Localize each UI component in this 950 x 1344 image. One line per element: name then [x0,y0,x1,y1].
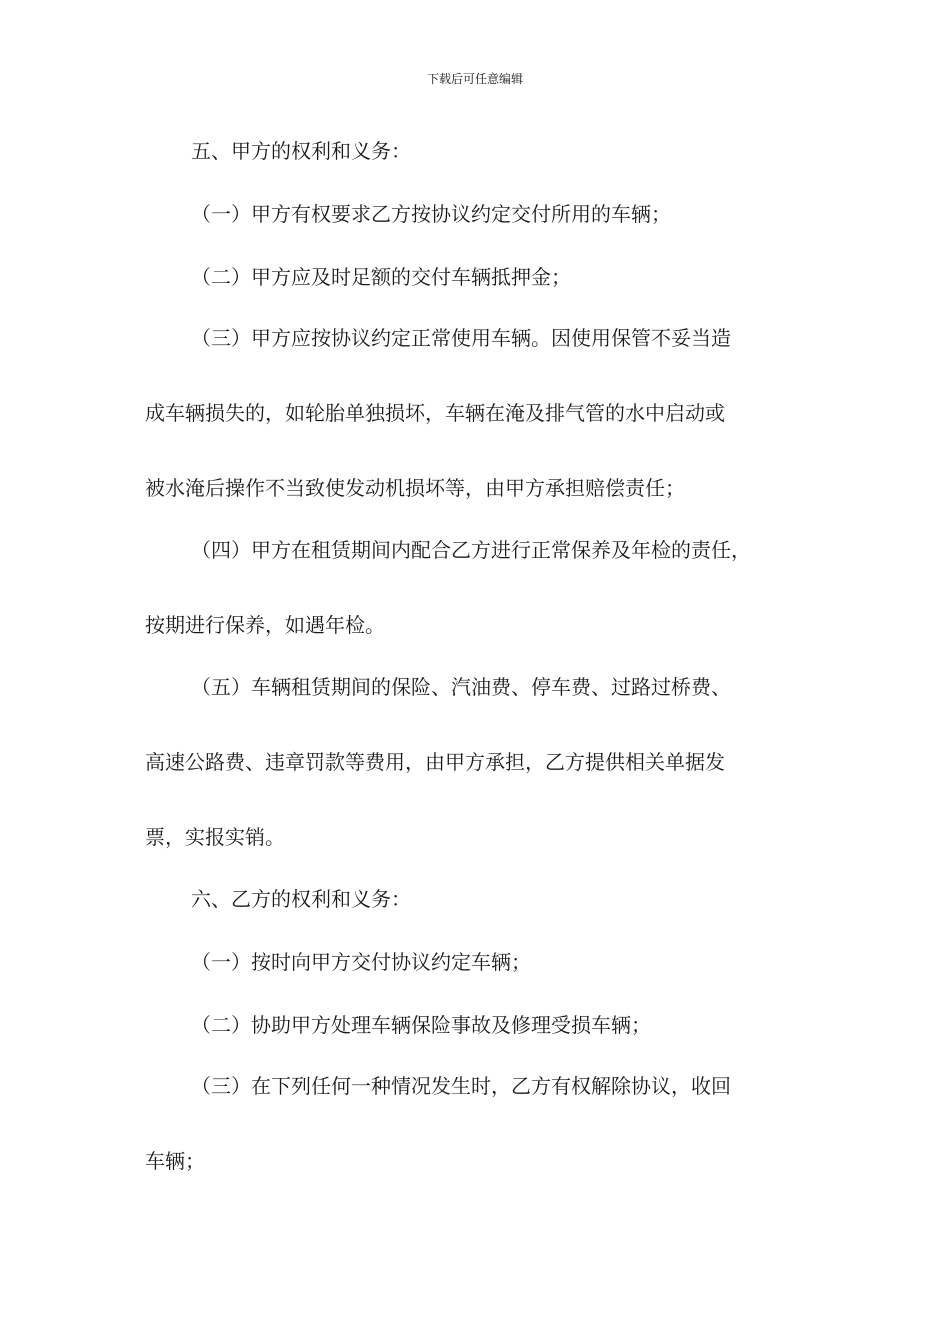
clause-5-4-cont: 按期进行保养，如遇年检。 [145,613,385,637]
clause-6-3-cont: 车辆； [145,1149,205,1173]
clause-5-5-cont-1: 高速公路费、违章罚款等费用，由甲方承担，乙方提供相关单据发 [145,750,725,774]
clause-5-1: （一）甲方有权要求乙方按协议约定交付所用的车辆； [191,202,671,226]
clause-5-4: （四）甲方在租赁期间内配合乙方进行正常保养及年检的责任， [191,538,751,562]
clause-6-1: （一）按时向甲方交付协议约定车辆； [191,950,531,974]
clause-5-5-cont-2: 票，实报实销。 [145,825,285,849]
clause-6-3: （三）在下列任何一种情况发生时，乙方有权解除协议，收回 [191,1074,731,1098]
section-six-heading: 六、乙方的权利和义务： [191,887,411,911]
clause-5-3-cont-1: 成车辆损失的，如轮胎单独损坏，车辆在淹及排气管的水中启动或 [145,401,725,425]
clause-6-2: （二）协助甲方处理车辆保险事故及修理受损车辆； [191,1013,651,1037]
section-five-heading: 五、甲方的权利和义务： [191,139,411,163]
clause-5-3: （三）甲方应按协议约定正常使用车辆。因使用保管不妥当造 [191,326,731,350]
page-header: 下载后可任意编辑 [426,72,523,86]
clause-5-2: （二）甲方应及时足额的交付车辆抵押金； [191,265,571,289]
clause-5-3-cont-2: 被水淹后操作不当致使发动机损坏等，由甲方承担赔偿责任； [145,476,685,500]
clause-5-5: （五）车辆租赁期间的保险、汽油费、停车费、过路过桥费、 [191,675,731,699]
